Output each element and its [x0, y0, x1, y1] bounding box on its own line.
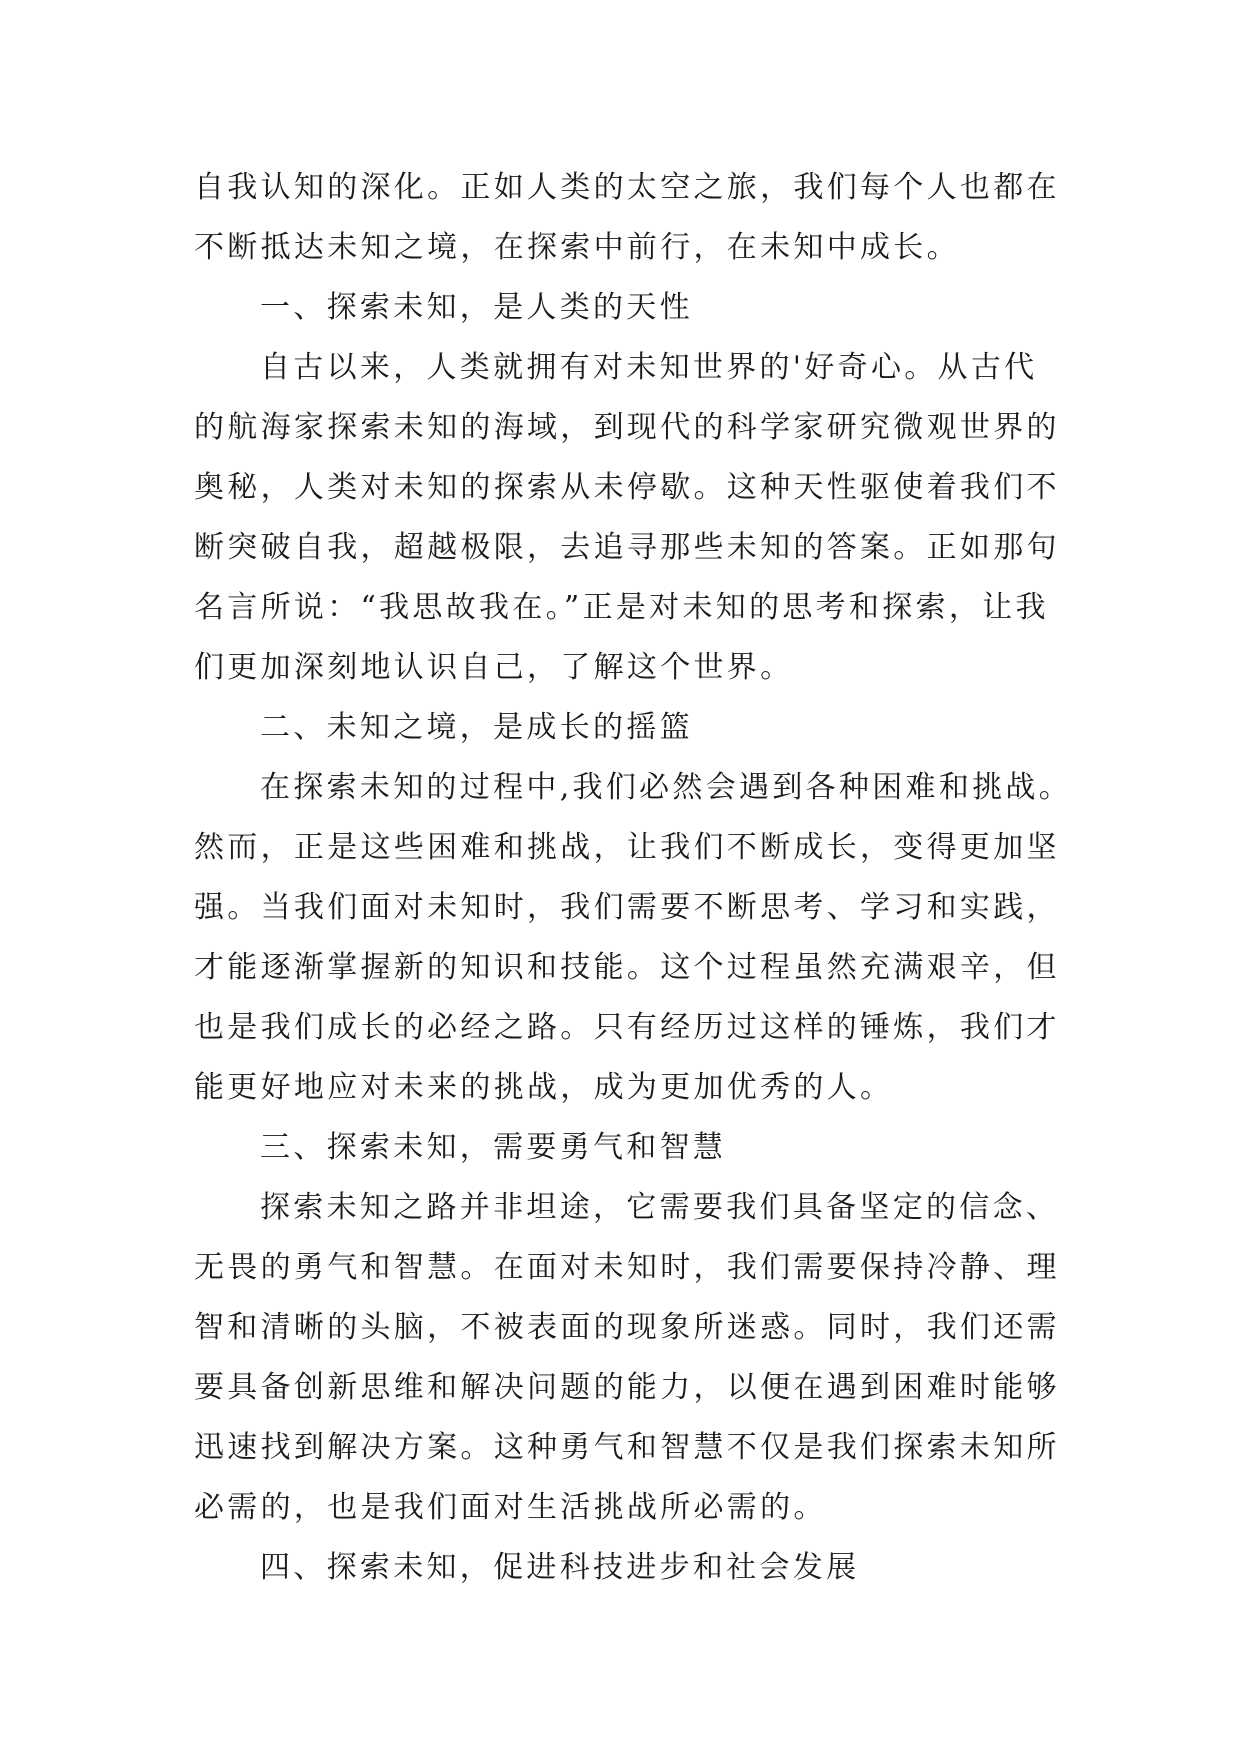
body-line: 才能逐渐掌握新的知识和技能。这个过程虽然充满艰辛，但	[194, 950, 1060, 985]
paragraph-first-line: 探索未知之路并非坦途，它需要我们具备坚定的信念、	[260, 1190, 1060, 1225]
body-line: 强。当我们面对未知时，我们需要不断思考、学习和实践，	[194, 890, 1060, 925]
section-heading: 三、探索未知，需要勇气和智慧	[260, 1130, 727, 1165]
body-line: 的航海家探索未知的海域，到现代的科学家研究微观世界的	[194, 410, 1060, 445]
body-line: 智和清晰的头脑，不被表面的现象所迷惑。同时，我们还需	[194, 1310, 1060, 1345]
body-line: 无畏的勇气和智慧。在面对未知时，我们需要保持冷静、理	[194, 1250, 1060, 1285]
section-heading: 一、探索未知，是人类的天性	[260, 290, 693, 325]
body-line: 也是我们成长的必经之路。只有经历过这样的锤炼，我们才	[194, 1010, 1060, 1045]
paragraph-first-line: 自古以来，人类就拥有对未知世界的'好奇心。从古代	[260, 350, 1038, 385]
paragraph-first-line: 在探索未知的过程中,我们必然会遇到各种困难和挑战。	[260, 770, 1073, 805]
body-line: 要具备创新思维和解决问题的能力，以便在遇到困难时能够	[194, 1370, 1060, 1405]
document-body	[194, 158, 1073, 1598]
body-line: 奥秘，人类对未知的探索从未停歇。这种天性驱使着我们不	[194, 470, 1060, 505]
body-line: 断突破自我，超越极限，去追寻那些未知的答案。正如那句	[194, 530, 1060, 565]
section-heading: 四、探索未知，促进科技进步和社会发展	[260, 1550, 860, 1585]
body-line: 迅速找到解决方案。这种勇气和智慧不仅是我们探索未知所	[194, 1430, 1060, 1465]
body-line: 必需的，也是我们面对生活挑战所必需的。	[194, 1490, 827, 1525]
body-line: 然而，正是这些困难和挑战，让我们不断成长，变得更加坚	[194, 830, 1060, 865]
body-line: 名言所说：“我思故我在。”正是对未知的思考和探索，让我	[194, 590, 1049, 625]
section-heading: 二、未知之境，是成长的摇篮	[260, 710, 693, 745]
body-line: 不断抵达未知之境，在探索中前行，在未知中成长。	[194, 230, 960, 265]
body-line: 能更好地应对未来的挑战，成为更加优秀的人。	[194, 1070, 894, 1105]
body-line: 自我认知的深化。正如人类的太空之旅，我们每个人也都在	[194, 170, 1060, 205]
body-line: 们更加深刻地认识自己，了解这个世界。	[194, 650, 794, 685]
